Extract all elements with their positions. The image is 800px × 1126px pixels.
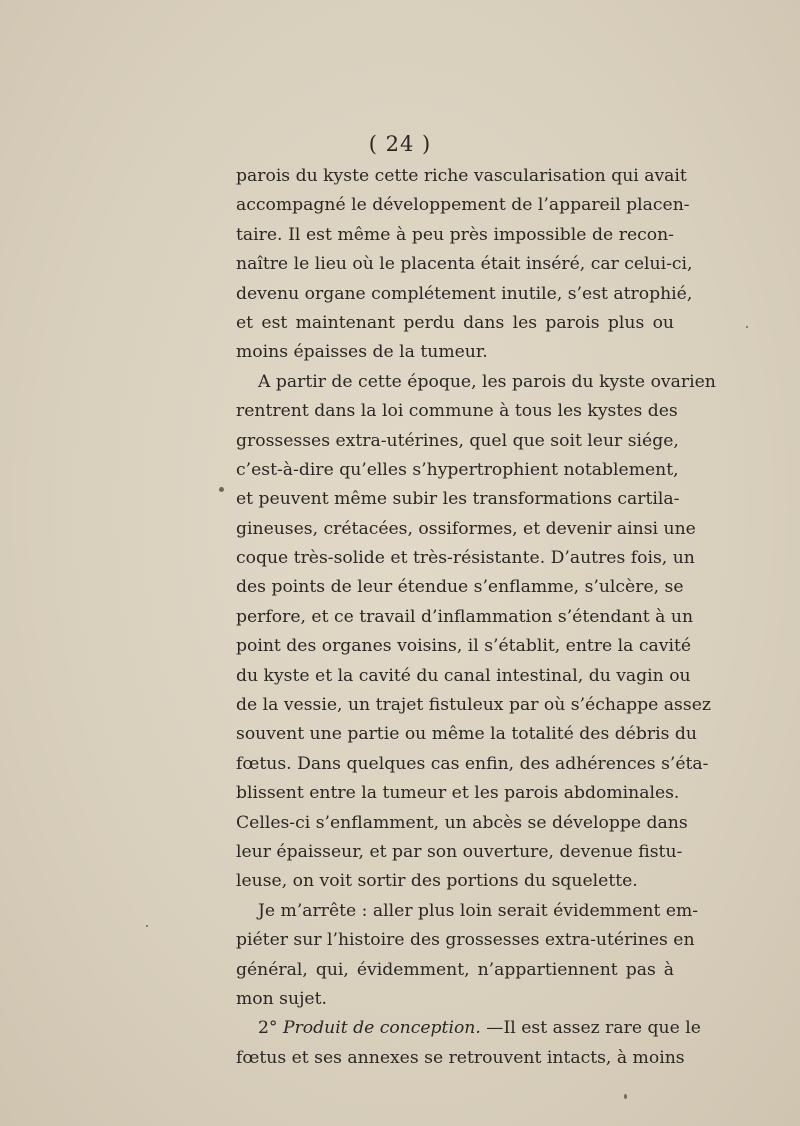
text-line: du kyste et la cavité du canal intestinal, du vagin ou [236, 665, 691, 686]
section-heading-line [236, 1014, 701, 1043]
text-line: de la vessie, un trajet fistuleux par où s’échappe assez [236, 695, 711, 716]
text-line: fœtus. Dans quelques cas enfin, des adhérences s’éta- [236, 753, 709, 774]
section-number: 2° [258, 1018, 283, 1039]
text-line: taire. Il est même à peu près impossible de recon- [236, 224, 674, 245]
text-line: leur épaisseur, et par son ouverture, devenue fistu- [236, 841, 683, 862]
text-line: accompagné le développement de l’appareil placen- [236, 195, 690, 216]
section-text: —Il est assez rare que le [480, 1018, 701, 1039]
paper-speck [624, 1094, 627, 1099]
text-line: piéter sur l’histoire des grossesses extra-utérines en [236, 930, 695, 951]
body-text [236, 162, 716, 1073]
text-line: et peuvent même subir les transformations cartila- [236, 489, 680, 510]
section-heading: Produit de conception. [283, 1018, 481, 1039]
text-line: et est maintenant perdu dans les parois plus ou [236, 312, 674, 333]
paper-speck [146, 925, 148, 927]
text-line: gineuses, crétacées, ossiformes, et devenir ainsi une [236, 518, 696, 539]
text-line: souvent une partie ou même la totalité des débris du [236, 724, 697, 745]
text-line: devenu organe complétement inutile, s’est atrophié, [236, 283, 693, 304]
text-line: général, qui, évidemment, n’appartiennent pas à [236, 959, 674, 980]
text-line: blissent entre la tumeur et les parois abdominales. [236, 783, 680, 804]
text-line: perfore, et ce travail d’inflammation s’étendant à un [236, 606, 694, 627]
paragraph-start: A partir de cette époque, les parois du kyste ovarien [258, 371, 716, 392]
text-line: Celles-ci s’enflamment, un abcès se développe dans [236, 812, 688, 833]
page-number: ( 24 ) [368, 132, 432, 156]
text-line: point des organes voisins, il s’établit, entre la cavité [236, 636, 692, 657]
text-line: leuse, on voit sortir des portions du squelette. [236, 871, 638, 892]
text-line: des points de leur étendue s’enflamme, s’ulcère, se [236, 577, 684, 598]
text-line: mon sujet. [236, 988, 327, 1009]
paper-speck [219, 487, 224, 492]
text-line: c’est-à-dire qu’elles s’hypertrophient notablement, [236, 459, 679, 480]
text-line: fœtus et ses annexes se retrouvent intacts, à moins [236, 1047, 685, 1068]
text-line: naître le lieu où le placenta était inséré, car celui-ci, [236, 254, 693, 275]
text-line: rentrent dans la loi commune à tous les kystes des [236, 401, 678, 422]
text-line: grossesses extra-utérines, quel que soit leur siége, [236, 430, 679, 451]
paragraph-start: Je m’arrête : aller plus loin serait évidemment em- [258, 900, 699, 921]
text-line: coque très-solide et très-résistante. D’autres fois, un [236, 548, 695, 569]
paper-speck [746, 326, 748, 328]
text-line: moins épaisses de la tumeur. [236, 342, 488, 363]
text-line: parois du kyste cette riche vascularisation qui avait [236, 166, 687, 186]
